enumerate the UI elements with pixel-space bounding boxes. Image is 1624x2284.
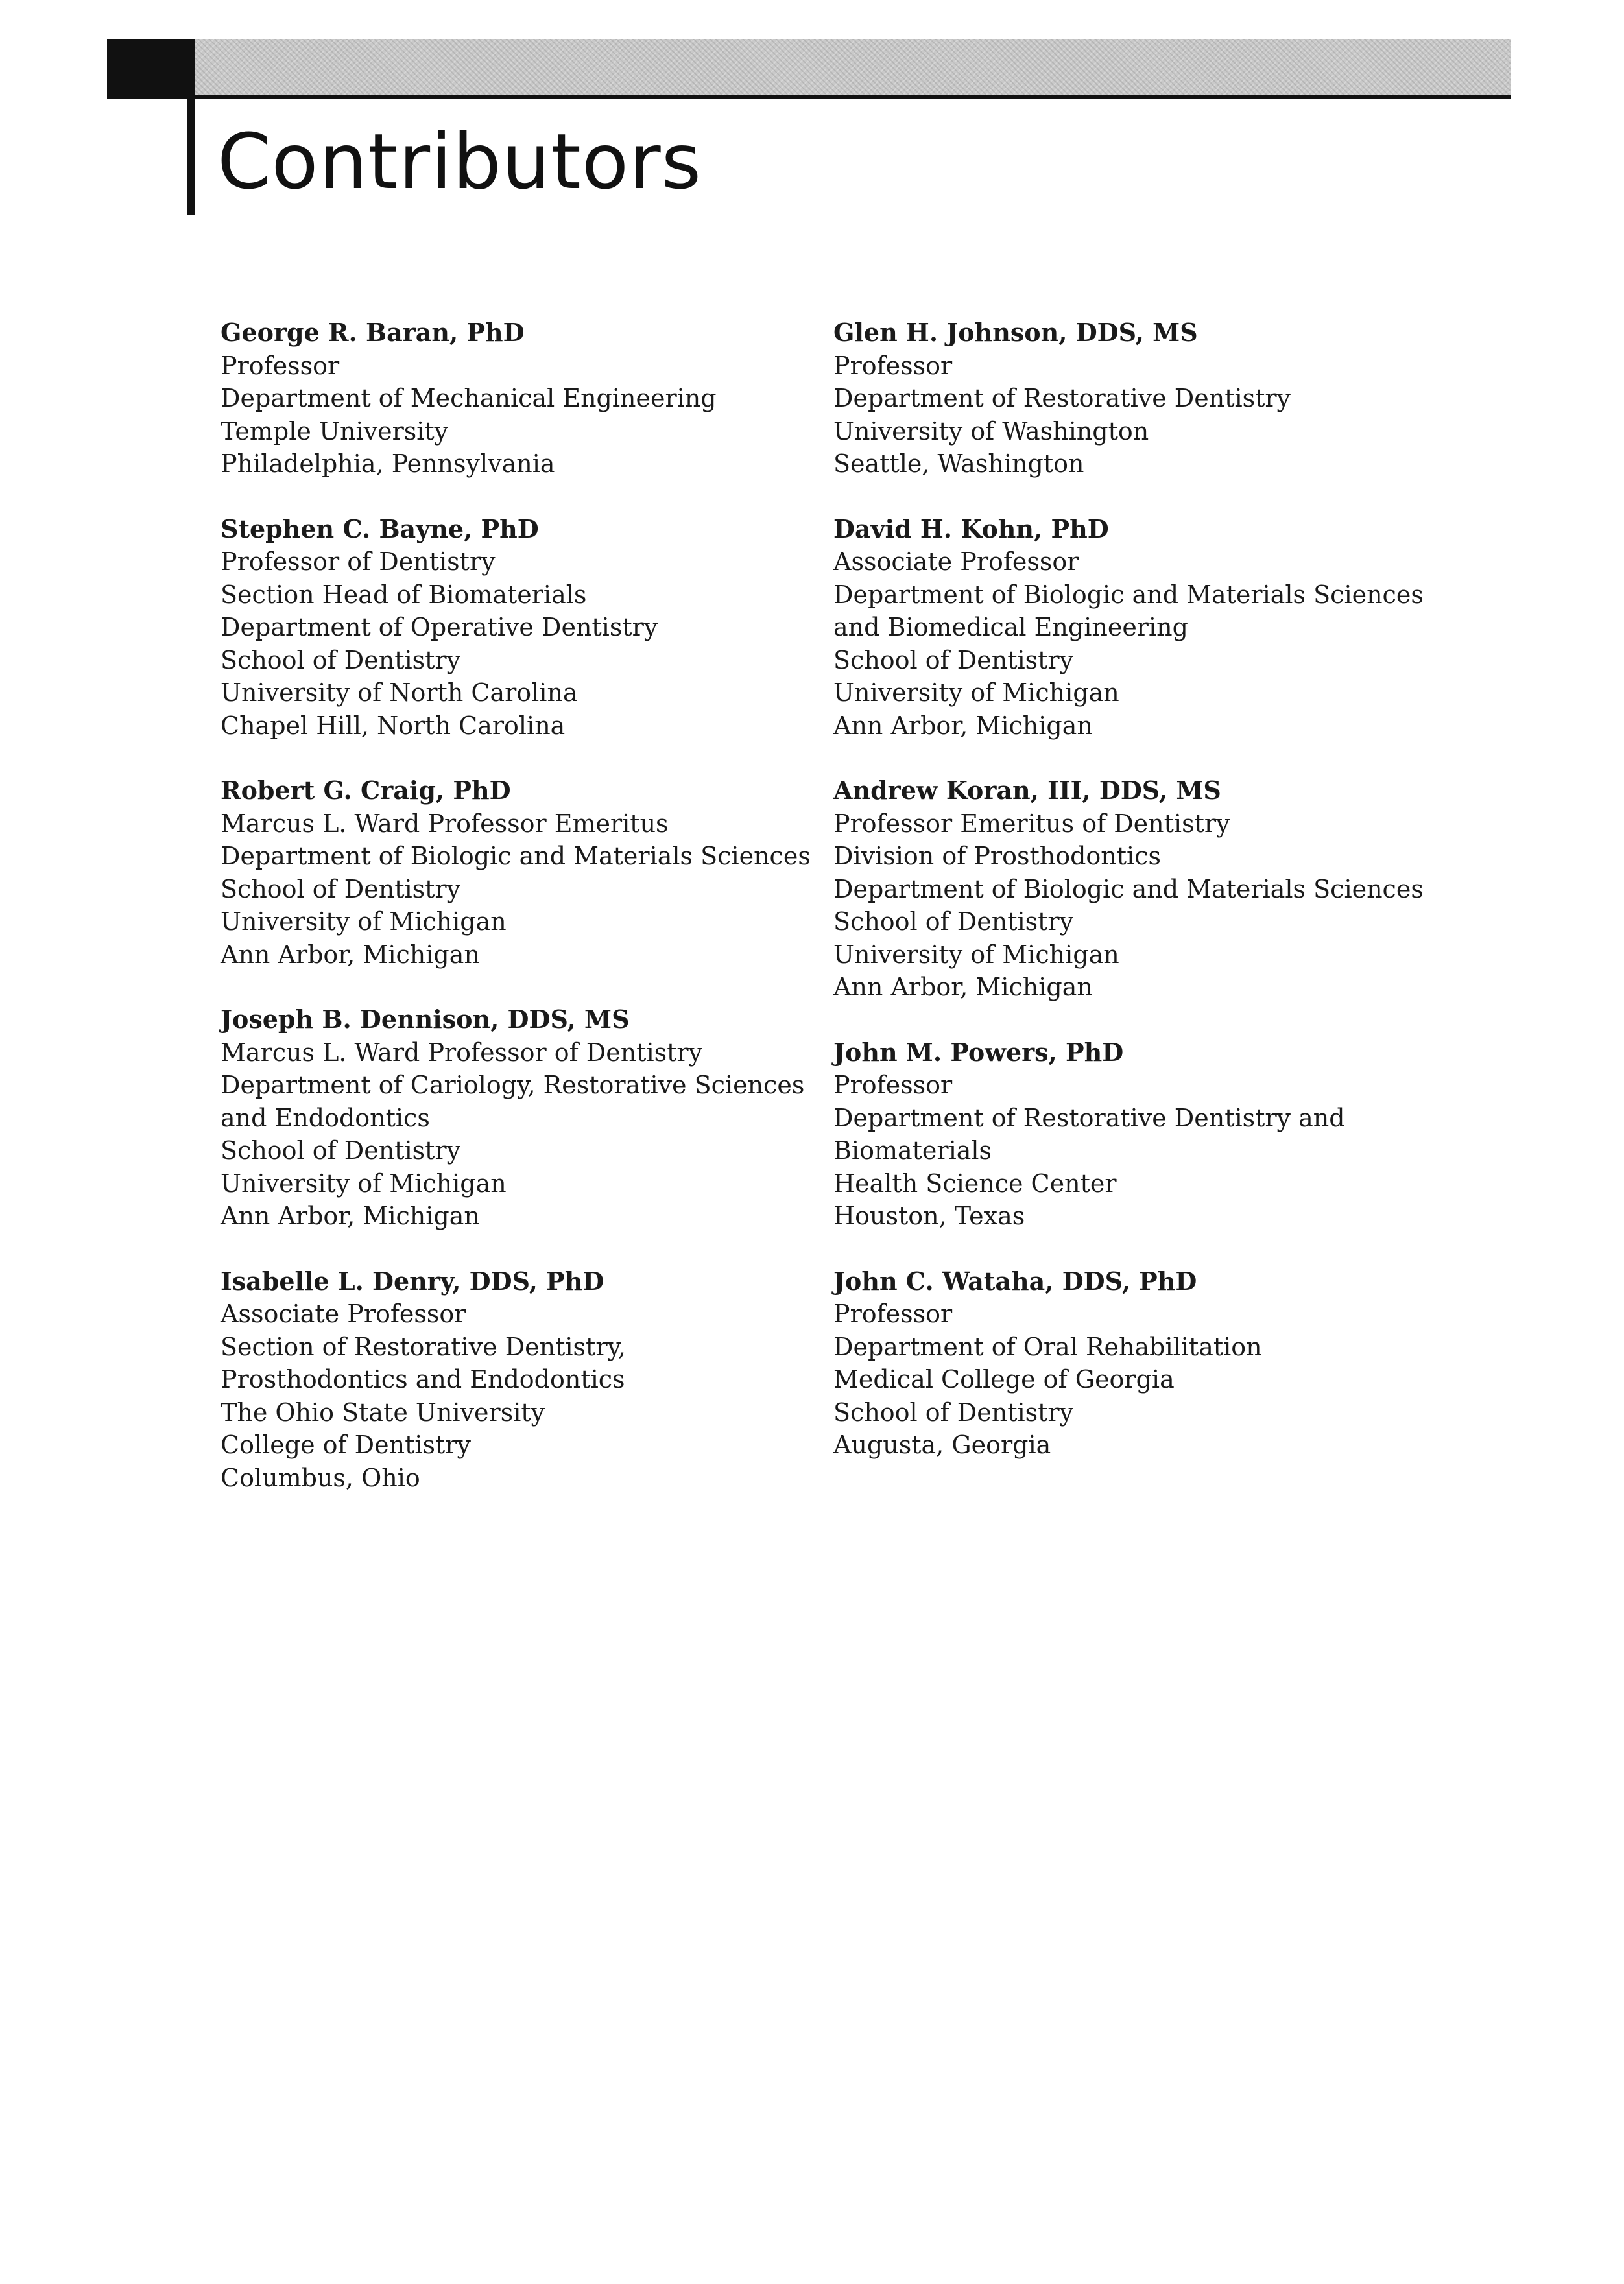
contributor-institution: Medical College of Georgia bbox=[833, 1365, 1175, 1394]
contributor-department-cont: and Endodontics bbox=[221, 1103, 430, 1132]
contributor-name: Joseph B. Dennison, DDS, MS bbox=[221, 1005, 630, 1034]
contributors-right-column bbox=[833, 316, 1482, 1462]
header-band bbox=[107, 39, 1511, 97]
contributor-title: Professor bbox=[833, 1071, 953, 1099]
contributor-name: Andrew Koran, III, DDS, MS bbox=[833, 776, 1221, 805]
contributor-name: Stephen C. Bayne, PhD bbox=[221, 514, 539, 543]
contributor-school: School of Dentistry bbox=[833, 907, 1074, 936]
contributor-name: David H. Kohn, PhD bbox=[833, 514, 1109, 543]
contributor-location: Houston, Texas bbox=[833, 1202, 1025, 1230]
contributor-title: Professor bbox=[833, 351, 953, 380]
contributor-institution: University of Michigan bbox=[221, 1169, 507, 1198]
contributor-name: Robert G. Craig, PhD bbox=[221, 776, 511, 805]
contributor-location: Seattle, Washington bbox=[833, 449, 1084, 478]
page-title: Contributors bbox=[217, 117, 702, 206]
contributor-location: Ann Arbor, Michigan bbox=[833, 973, 1093, 1001]
contributor-division: Division of Prosthodontics bbox=[833, 842, 1161, 870]
contributor-school: College of Dentistry bbox=[221, 1431, 471, 1459]
contributor-institution: The Ohio State University bbox=[221, 1398, 545, 1427]
contributor-title: Professor bbox=[833, 1300, 953, 1328]
header-rule bbox=[107, 95, 1511, 99]
contributor-department: Department of Biologic and Materials Sciences bbox=[833, 874, 1424, 903]
contributor-entry bbox=[221, 1265, 869, 1495]
contributor-title: Associate Professor bbox=[833, 547, 1079, 576]
contributor-institution: Temple University bbox=[221, 416, 449, 446]
contributor-entry bbox=[221, 774, 869, 971]
contributor-department: Department of Operative Dentistry bbox=[221, 613, 658, 641]
contributor-entry bbox=[833, 1036, 1482, 1233]
contributor-department-cont: Biomaterials bbox=[833, 1136, 992, 1165]
header-stem bbox=[187, 97, 195, 215]
header-block bbox=[107, 39, 195, 99]
contributor-department: Department of Mechanical Engineering bbox=[221, 384, 717, 412]
contributor-title: Professor of Dentistry bbox=[221, 547, 496, 576]
contributor-institution: University of Michigan bbox=[833, 940, 1119, 969]
contributor-entry bbox=[833, 774, 1482, 1004]
contributor-name: George R. Baran, PhD bbox=[221, 318, 525, 347]
contributor-location: Ann Arbor, Michigan bbox=[833, 711, 1093, 740]
contributor-section: Section of Restorative Dentistry, bbox=[221, 1332, 626, 1361]
contributor-location: Chapel Hill, North Carolina bbox=[221, 711, 566, 740]
contributor-entry bbox=[833, 513, 1482, 743]
contributor-section-cont: Prosthodontics and Endodontics bbox=[221, 1365, 625, 1394]
contributor-department: Department of Biologic and Materials Sciences bbox=[221, 842, 811, 870]
contributors-left-column bbox=[221, 316, 869, 1494]
contributor-location: Columbus, Ohio bbox=[221, 1463, 420, 1492]
contributor-name: Isabelle L. Denry, DDS, PhD bbox=[221, 1266, 604, 1296]
contributor-department: Department of Restorative Dentistry and bbox=[833, 1103, 1345, 1132]
contributor-title: Marcus L. Ward Professor of Dentistry bbox=[221, 1038, 703, 1067]
contributor-title: Marcus L. Ward Professor Emeritus bbox=[221, 809, 669, 838]
contributor-department: Department of Biologic and Materials Sciences bbox=[833, 580, 1424, 609]
contributor-section: Section Head of Biomaterials bbox=[221, 580, 587, 609]
contributor-entry bbox=[221, 513, 869, 743]
contributor-location: Augusta, Georgia bbox=[833, 1431, 1051, 1459]
contributor-title: Associate Professor bbox=[221, 1300, 466, 1328]
contributor-department: Department of Oral Rehabilitation bbox=[833, 1332, 1262, 1361]
contributor-title: Professor Emeritus of Dentistry bbox=[833, 809, 1230, 838]
contributor-entry bbox=[221, 316, 869, 481]
contributor-institution: University of Michigan bbox=[221, 907, 507, 936]
contributor-school: School of Dentistry bbox=[833, 1398, 1074, 1427]
contributor-institution: Health Science Center bbox=[833, 1169, 1117, 1198]
contributor-entry bbox=[833, 1265, 1482, 1462]
contributor-school: School of Dentistry bbox=[221, 645, 461, 674]
contributor-entry bbox=[221, 1003, 869, 1233]
contributor-name: John C. Wataha, DDS, PhD bbox=[833, 1266, 1197, 1296]
contributor-school: School of Dentistry bbox=[221, 1136, 461, 1165]
contributor-entry bbox=[833, 316, 1482, 481]
contributor-name: John M. Powers, PhD bbox=[833, 1037, 1124, 1067]
contributor-school: School of Dentistry bbox=[833, 645, 1074, 674]
contributor-department: Department of Cariology, Restorative Sciences bbox=[221, 1071, 805, 1099]
contributor-location: Ann Arbor, Michigan bbox=[221, 1202, 480, 1230]
contributor-title: Professor bbox=[221, 351, 340, 380]
contributor-institution: University of North Carolina bbox=[221, 678, 578, 707]
contributor-location: Ann Arbor, Michigan bbox=[221, 940, 480, 969]
contributor-department-cont: and Biomedical Engineering bbox=[833, 613, 1188, 641]
contributor-location: Philadelphia, Pennsylvania bbox=[221, 449, 555, 478]
contributor-institution: University of Michigan bbox=[833, 678, 1119, 707]
contributor-department: Department of Restorative Dentistry bbox=[833, 384, 1291, 412]
contributor-institution: University of Washington bbox=[833, 416, 1149, 446]
contributor-school: School of Dentistry bbox=[221, 874, 461, 903]
contributor-name: Glen H. Johnson, DDS, MS bbox=[833, 318, 1198, 347]
